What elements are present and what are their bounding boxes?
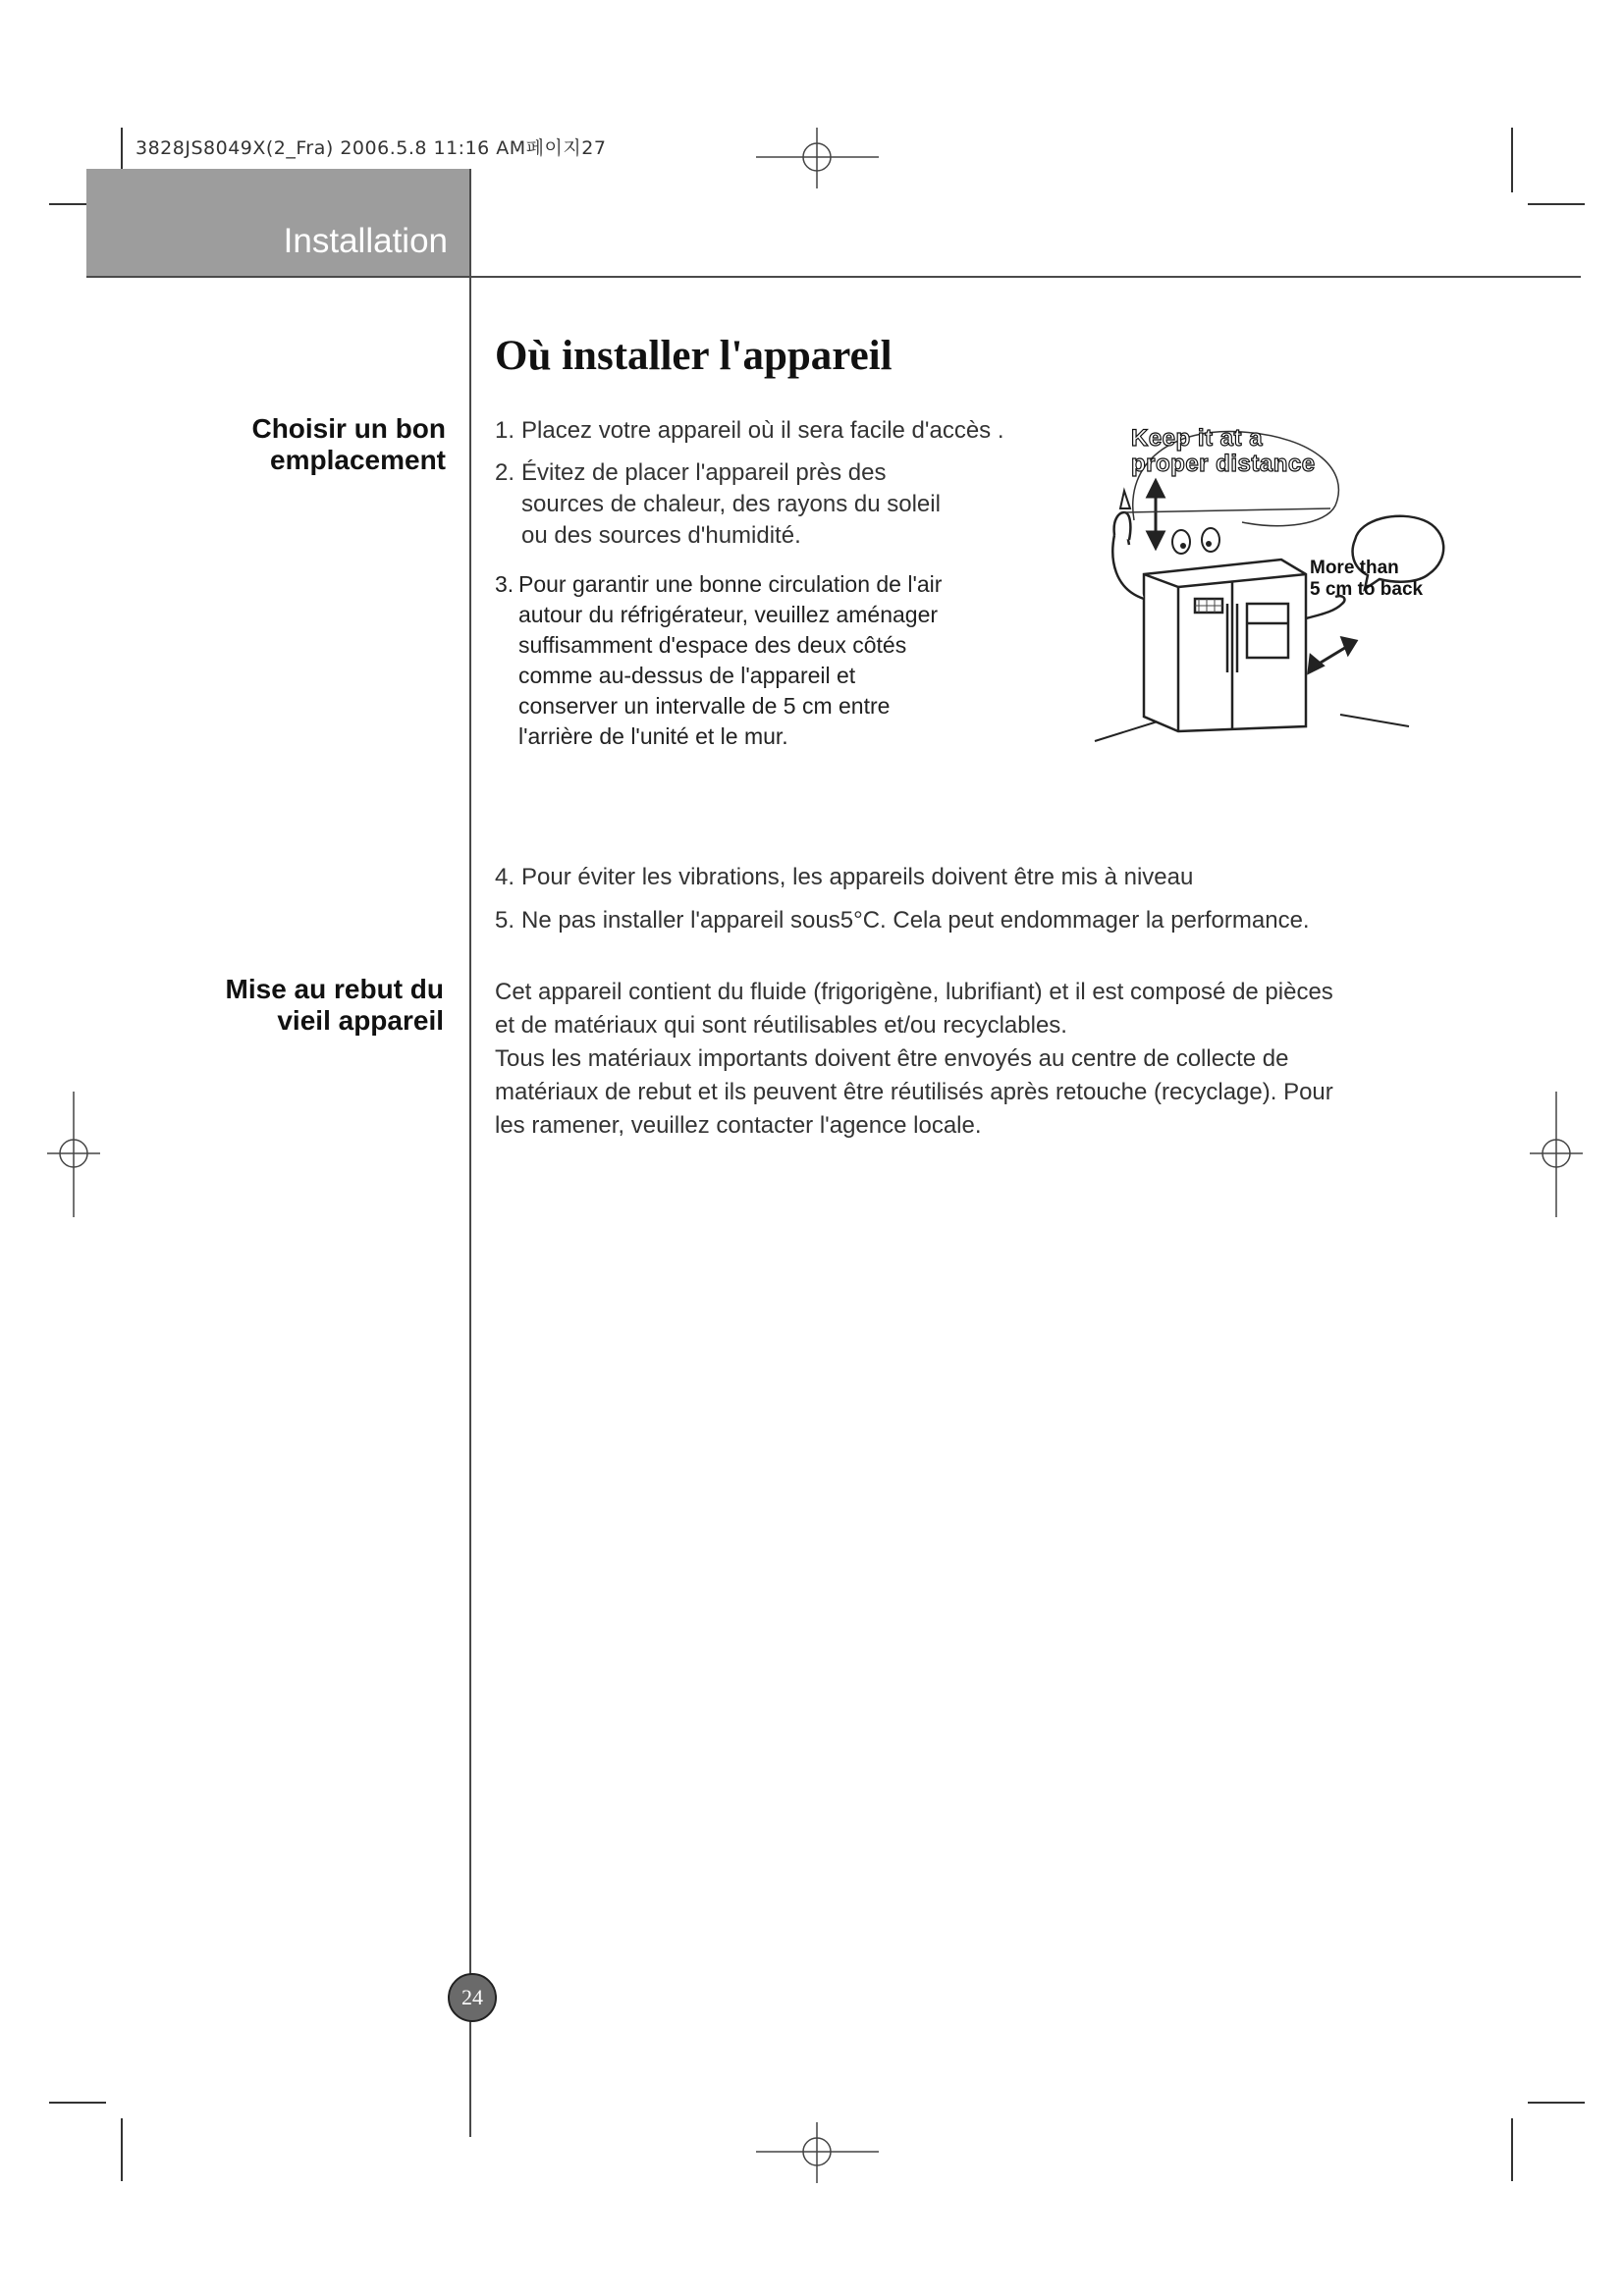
list-item-number: 4.	[495, 864, 515, 890]
list-item-text: Ne pas installer l'appareil sous5°C. Cela peut endommager la performance.	[521, 907, 1310, 934]
section-title: Installation	[283, 222, 448, 260]
list-item-text: comme au-dessus de l'appareil et	[518, 663, 856, 688]
illustration-top-label-line1: Keep it at a	[1131, 425, 1264, 452]
side-heading-location-line1: Choisir un bon	[251, 413, 446, 444]
paragraph-line: Tous les matériaux importants doivent être envoyés au centre de collecte de	[495, 1045, 1289, 1072]
list-item	[495, 569, 1074, 752]
illustration-side-label-line1: More than	[1310, 558, 1399, 578]
header-divider	[86, 276, 1581, 278]
list-item-text: Évitez de placer l'appareil près des	[521, 459, 887, 486]
list-item-text: sources de chaleur, des rayons du soleil	[521, 491, 941, 517]
section-header-band	[86, 169, 469, 277]
side-heading-disposal-line1: Mise au rebut du	[225, 974, 444, 1004]
list-item	[495, 862, 1428, 893]
list-item-number: 2.	[495, 459, 515, 486]
list-item	[495, 905, 1428, 936]
disposal-paragraph	[495, 976, 1379, 1143]
side-heading-disposal-line2: vieil appareil	[277, 1005, 444, 1036]
list-item-text: l'arrière de l'unité et le mur.	[518, 723, 788, 749]
list-item-text: autour du réfrigérateur, veuillez aménager	[518, 602, 939, 627]
list-item-text: Pour garantir une bonne circulation de l'air	[518, 571, 943, 597]
side-heading-location-line2: emplacement	[270, 445, 446, 475]
paragraph-line: matériaux de rebut et ils peuvent être réutilisés après retouche (recyclage). Pour	[495, 1079, 1333, 1105]
print-metadata: 3828JS8049X(2_Fra) 2006.5.8 11:16 AM페이지27	[135, 137, 607, 159]
list-item-number: 1.	[495, 417, 515, 444]
illustration-top-label-line2: proper distance	[1131, 451, 1316, 477]
list-item	[495, 415, 1074, 447]
paragraph-line: Cet appareil contient du fluide (frigorigène, lubrifiant) et il est composé de pièces	[495, 979, 1333, 1005]
list-item-text: ou des sources d'humidité.	[521, 522, 801, 549]
page-title: Où installer l'appareil	[495, 333, 893, 379]
list-item-text: suffisamment d'espace des deux côtés	[518, 632, 907, 658]
list-item-number: 3.	[495, 571, 514, 597]
paragraph-line: les ramener, veuillez contacter l'agence locale.	[495, 1112, 982, 1139]
side-heading-location	[132, 413, 446, 476]
list-item-text: Placez votre appareil où il sera facile d'accès .	[521, 417, 1004, 444]
column-divider	[469, 169, 471, 2137]
list-item	[495, 457, 1074, 552]
list-item-text: Pour éviter les vibrations, les appareils doivent être mis à niveau	[521, 864, 1194, 890]
illustration-top-label	[1131, 426, 1316, 477]
illustration-side-label	[1310, 558, 1423, 601]
list-item-text: conserver un intervalle de 5 cm entre	[518, 693, 891, 719]
illustration-side-label-line2: 5 cm to back	[1310, 579, 1424, 600]
side-heading-disposal	[130, 974, 444, 1037]
paragraph-line: et de matériaux qui sont réutilisables et/ou recyclables.	[495, 1012, 1067, 1039]
list-item-number: 5.	[495, 907, 515, 934]
page-number: 24	[448, 1973, 497, 2022]
